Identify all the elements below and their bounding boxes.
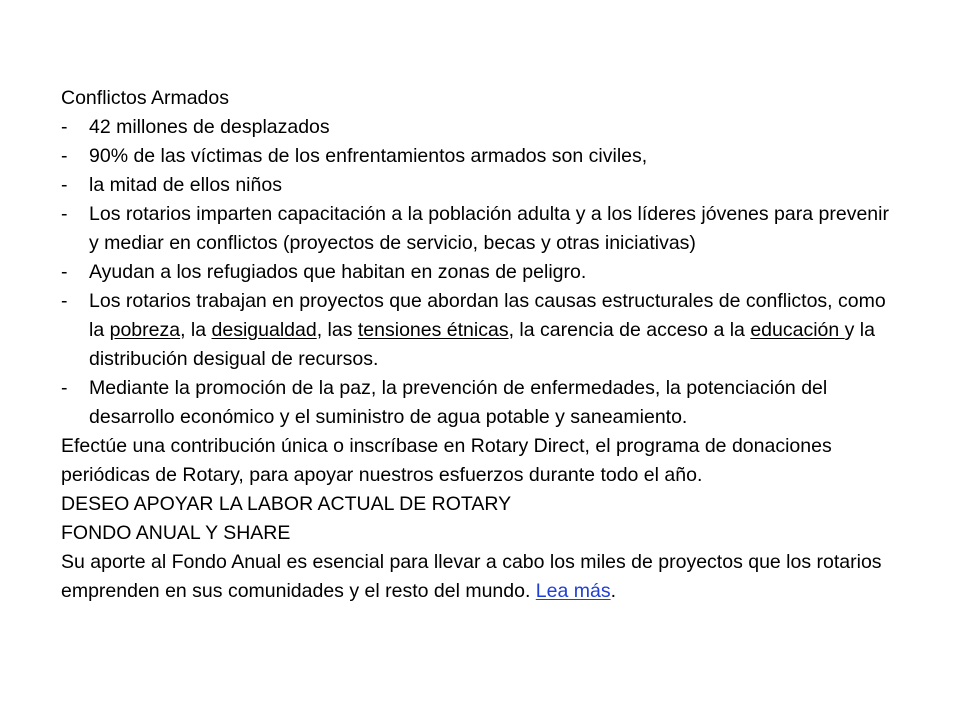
section-title: Conflictos Armados	[61, 87, 229, 109]
link-educacion[interactable]: educación	[750, 319, 845, 341]
bullet-text	[89, 287, 891, 374]
bullet-dash: -	[61, 174, 68, 196]
bullet-item	[61, 142, 891, 171]
bullet-text: la mitad de ellos niños	[89, 174, 282, 196]
slide-content	[61, 84, 891, 606]
bullet-dash: -	[61, 116, 68, 138]
period: .	[610, 580, 616, 602]
support-heading: DESEO APOYAR LA LABOR ACTUAL DE ROTARY	[61, 493, 512, 515]
link-tensiones-etnicas[interactable]: tensiones étnicas	[357, 319, 509, 341]
bullet-dash: -	[61, 145, 68, 167]
bullet-dash: -	[61, 377, 68, 399]
bullet-text: 90% de las víctimas de los enfrentamientos armados son civiles,	[89, 145, 648, 167]
bullet-item	[61, 200, 891, 258]
link-pobreza[interactable]: pobreza	[109, 319, 181, 341]
bullet-text: 42 millones de desplazados	[89, 116, 330, 138]
fund-heading: FONDO ANUAL Y SHARE	[61, 522, 291, 544]
fund-paragraph	[61, 548, 891, 606]
bullet-item	[61, 258, 891, 287]
bullet-text: Ayudan a los refugiados que habitan en zonas de peligro.	[89, 261, 587, 283]
separator: , la	[180, 319, 212, 341]
bullet-dash: -	[61, 203, 68, 225]
bullet-dash: -	[61, 261, 68, 283]
separator: , la carencia de acceso a la	[508, 319, 751, 341]
link-desigualdad[interactable]: desigualdad	[211, 319, 317, 341]
bullet-item	[61, 374, 891, 432]
contribution-paragraph: Efectúe una contribución única o inscríbase en Rotary Direct, el programa de donaciones periódicas de Rotary, para apoyar nuestros esfuerzos durante todo el año.	[61, 435, 832, 486]
bullet-dash: -	[61, 290, 68, 312]
bullet-text-intro: Los rotarios trabajan en proyectos que abordan las causas estructurales de conflictos, como la	[89, 290, 886, 341]
bullet-text-outro: y la distribución desigual de recursos.	[89, 319, 875, 370]
bullet-text: Mediante la promoción de la paz, la prevención de enfermedades, la potenciación del desarrollo económico y el suministro de agua potable y saneamiento.	[89, 377, 828, 428]
bullet-item	[61, 171, 891, 200]
bullet-text: Los rotarios imparten capacitación a la población adulta y a los líderes jóvenes para prevenir y mediar en conflictos (proyectos de servicio, becas y otras iniciativas)	[89, 203, 889, 254]
bullet-item	[61, 287, 891, 374]
fund-text: Su aporte al Fondo Anual es esencial para llevar a cabo los miles de proyectos que los rotarios emprenden en sus comunidades y el resto del mundo.	[61, 551, 882, 602]
separator: , las	[316, 319, 358, 341]
read-more-link[interactable]: Lea más	[535, 580, 611, 602]
bullet-item	[61, 113, 891, 142]
